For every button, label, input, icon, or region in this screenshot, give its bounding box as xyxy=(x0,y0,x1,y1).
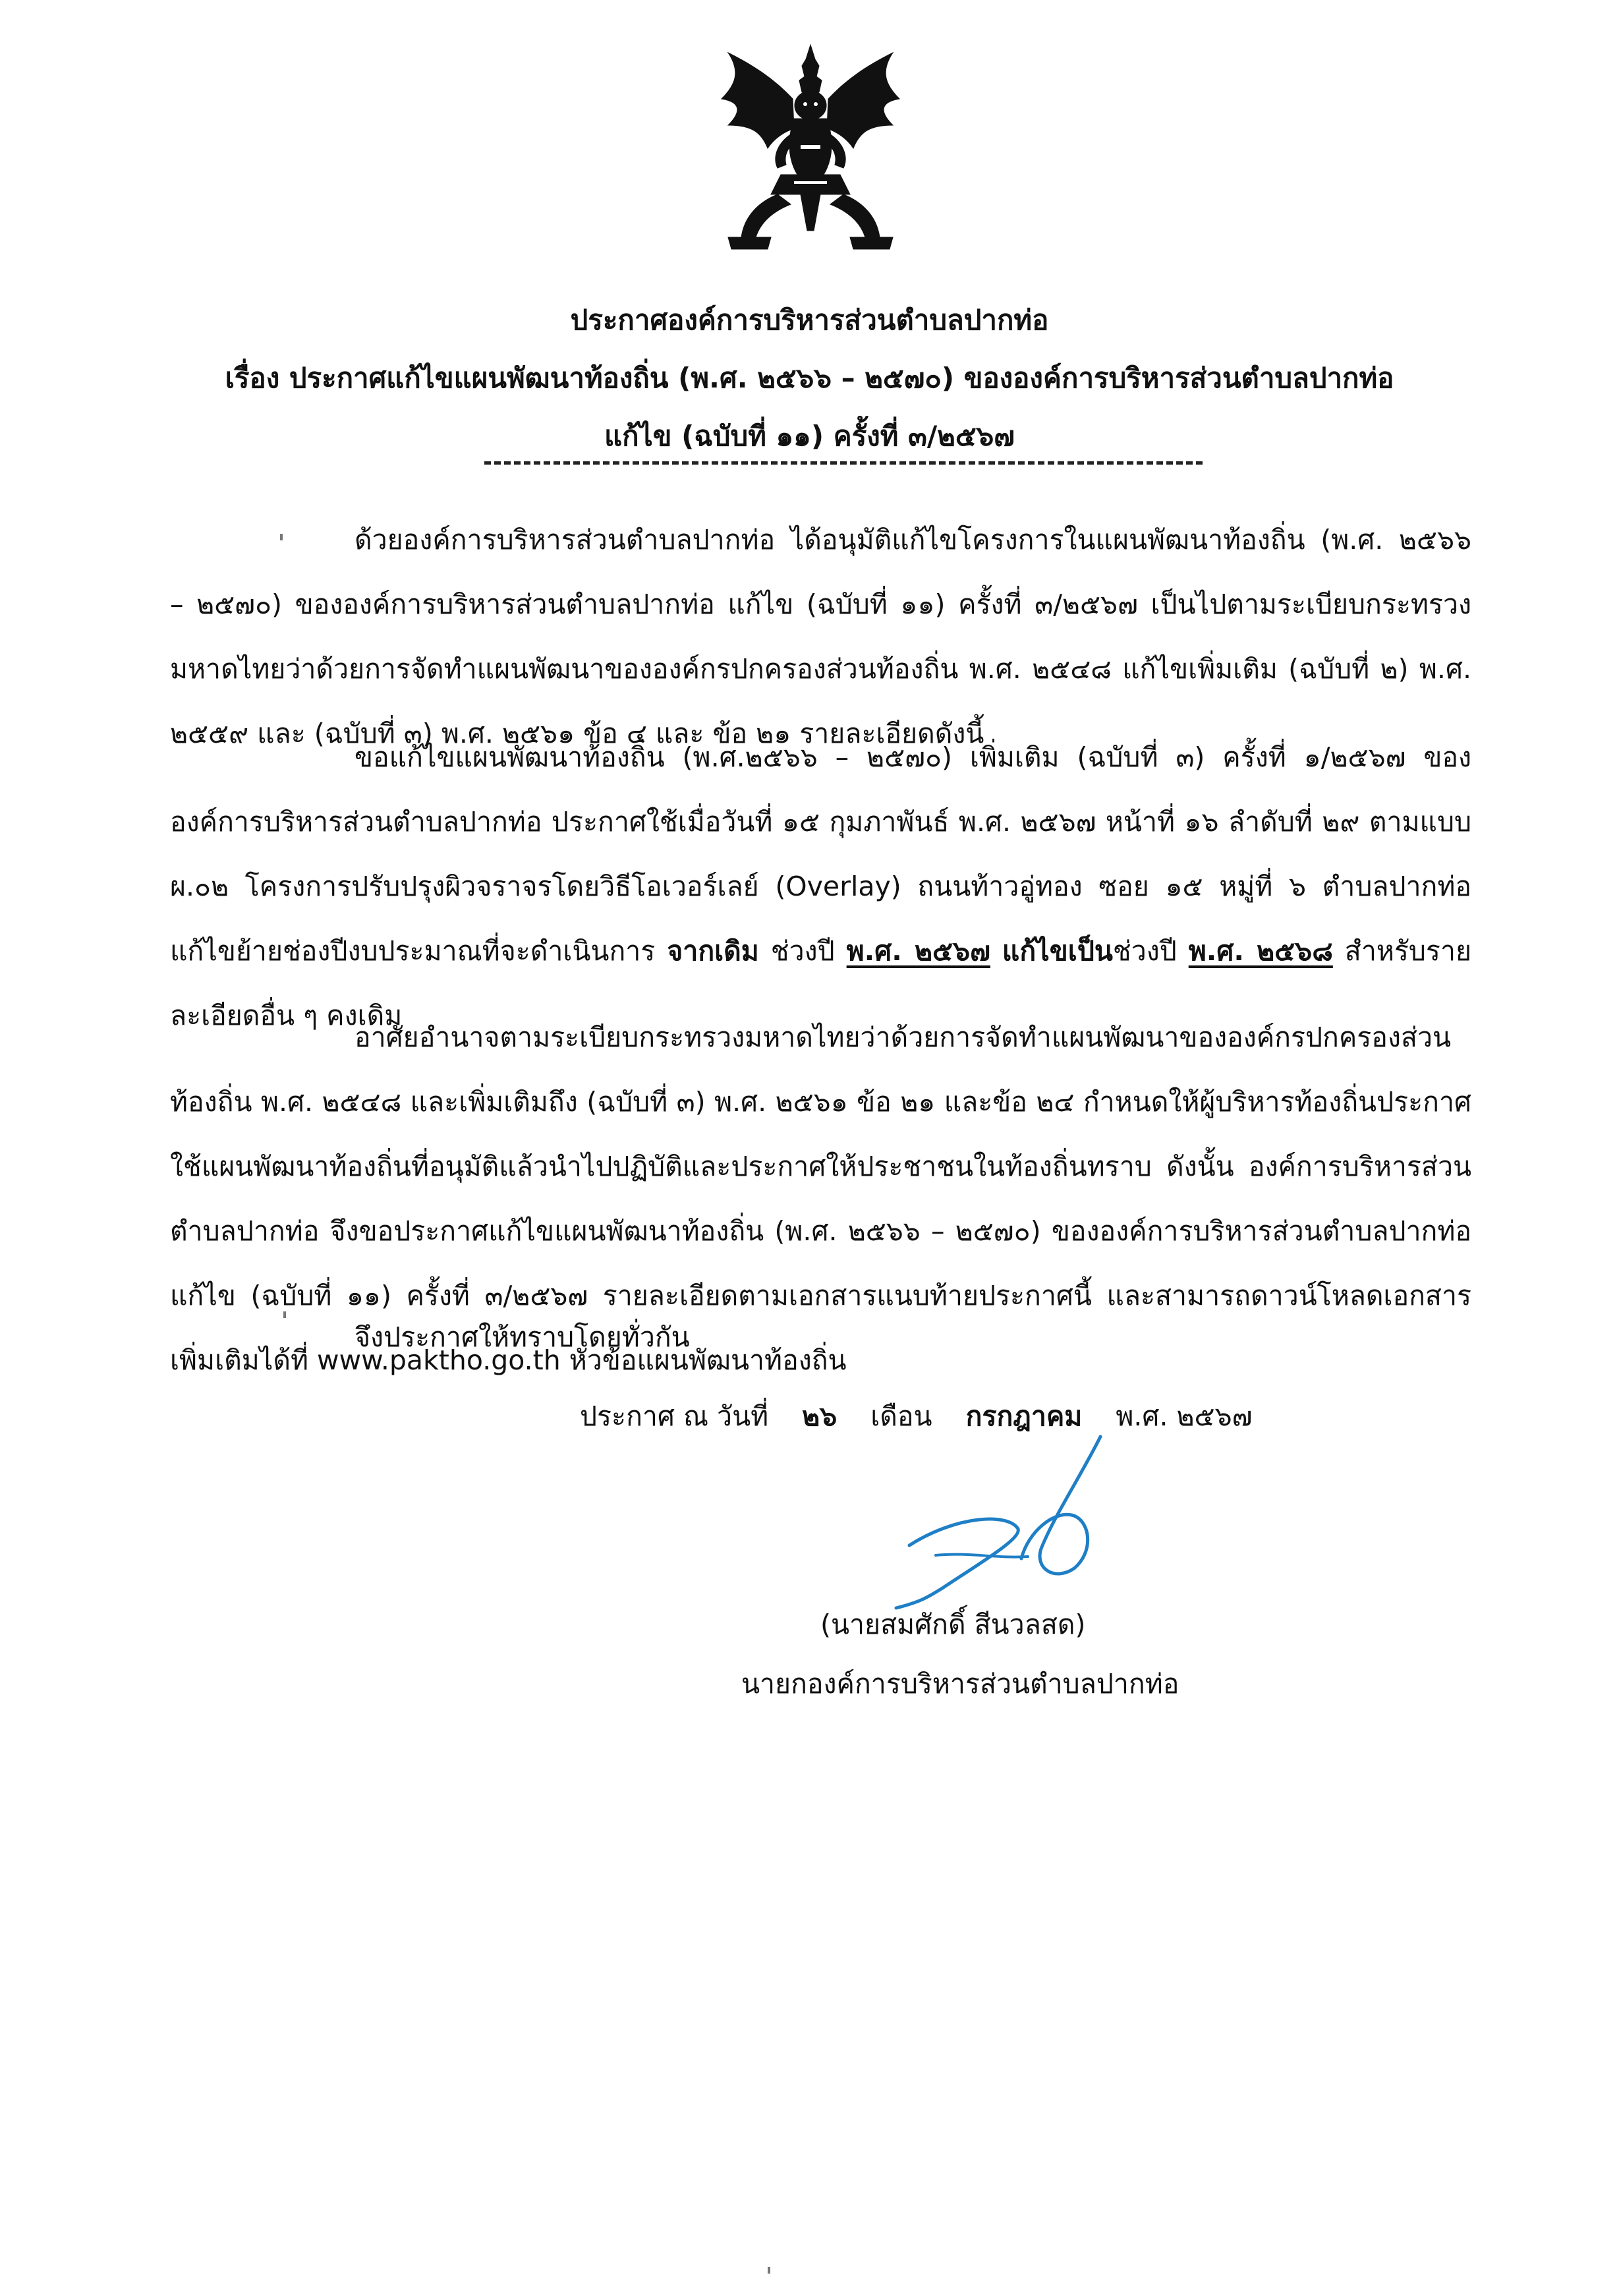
paragraph-2-text: ขอแก้ไขแผนพัฒนาท้องถิ่น (พ.ศ.๒๕๖๖ – ๒๕๗๐) เพิ่มเติม (ฉบับที่ ๓) ครั้งที่ ๑/๒๕๖๗ ขององค์การบริหารส่วนตำบลปากท่อ ประกาศใช้เมื่อวันที่ ๑๕ กุมภาพันธ์ พ.ศ. ๒๕๖๗ หน้าที่ ๑๖ ลำดับที่ ๒๙ ตามแบบ ผ.๐๒ โครงการปรับปรุงผิวจราจรโดยวิธีโอเวอร์เลย์ (Overlay) ถนนท้าวอู่ทอง ซอย ๑๕ หมู่ที่ ๖ ตำบลปากท่อ แก้ไขย้ายช่องปีงบประมาณที่จะดำเนินการ xyxy=(170,741,1471,967)
scan-speck xyxy=(280,534,283,540)
date-year: พ.ศ. ๒๕๖๗ xyxy=(1116,1400,1253,1432)
year-range-label: ช่วงปี xyxy=(770,935,835,967)
changed-to-label: แก้ไขเป็น xyxy=(1002,935,1113,967)
date-month-label: เดือน xyxy=(870,1400,932,1432)
original-year: พ.ศ. ๒๕๖๗ xyxy=(846,935,990,967)
date-day: ๒๖ xyxy=(802,1400,838,1432)
header-divider xyxy=(484,461,1203,465)
date-month: กรกฎาคม xyxy=(965,1400,1083,1432)
announcement-revision: แก้ไข (ฉบับที่ ๑๑) ครั้งที่ ๓/๒๕๖๗ xyxy=(604,420,1015,452)
signatory-name: (นายสมศักดิ์ สีนวลสด) xyxy=(820,1609,1086,1640)
year-range-label: ช่วงปี xyxy=(1112,935,1177,967)
scan-speck xyxy=(283,1311,286,1318)
paragraph-3-text: อาศัยอำนาจตามระเบียบกระทรวงมหาดไทยว่าด้วยการจัดทำแผนพัฒนาขององค์กรปกครองส่วนท้องถิ่น พ.ศ. ๒๕๔๘ และเพิ่มเติมถึง (ฉบับที่ ๓) พ.ศ. ๒๕๖๑ ข้อ ๒๑ และข้อ ๒๔ กำหนดให้ผู้บริหารท้องถิ่นประกาศใช้แผนพัฒนาท้องถิ่นที่อนุมัติแล้วนำไปปฏิบัติและประกาศให้ประชาชนในท้องถิ่นทราบ ดังนั้น องค์การบริหารส่วนตำบลปากท่อ จึงขอประกาศแก้ไขแผนพัฒนาท้องถิ่น (พ.ศ. ๒๕๖๖ – ๒๕๗๐) ขององค์การบริหารส่วนตำบลปากท่อ แก้ไข (ฉบับที่ ๑๑) ครั้งที่ ๓/๒๕๖๗ รายละเอียดตามเอกสารแนบท้ายประกาศนี้ และสามารถดาวน์โหลดเอกสารเพิ่มเติมได้ที่ www.paktho.go.th หัวข้อแผนพัฒนาท้องถิ่น xyxy=(170,1021,1471,1376)
paragraph-1-text: ด้วยองค์การบริหารส่วนตำบลปากท่อ ได้อนุมัติแก้ไขโครงการในแผนพัฒนาท้องถิ่น (พ.ศ. ๒๕๖๖ – ๒๕๗๐) ขององค์การบริหารส่วนตำบลปากท่อ แก้ไข (ฉบับที่ ๑๑) ครั้งที่ ๓/๒๕๖๗ เป็นไปตามระเบียบกระทรวงมหาดไทยว่าด้วยการจัดทำแผนพัฒนาขององค์กรปกครองส่วนท้องถิ่น พ.ศ. ๒๕๔๘ แก้ไขเพิ่มเติม (ฉบับที่ ๒) พ.ศ. ๒๕๕๙ และ (ฉบับที่ ๓) พ.ศ. ๒๕๖๑ ข้อ ๔ และ ข้อ ๒๑ รายละเอียดดังนี้ xyxy=(170,524,1471,749)
closing-statement: จึงประกาศให้ทราบโดยทั่วกัน xyxy=(355,1321,690,1353)
scan-speck xyxy=(768,2267,770,2274)
announcement-subject: เรื่อง ประกาศแก้ไขแผนพัฒนาท้องถิ่น (พ.ศ. ๒๕๖๖ – ๒๕๗๐) ขององค์การบริหารส่วนตำบลปากท่อ xyxy=(225,362,1394,394)
from-label: จากเดิม xyxy=(667,935,759,967)
garuda-emblem-icon xyxy=(715,40,906,257)
date-prefix: ประกาศ ณ วันที่ xyxy=(580,1400,769,1432)
remaining-details-text: สำหรับรายละเอียดอื่น ๆ คงเดิม xyxy=(170,935,1471,1031)
handwritten-signature xyxy=(857,1417,1173,1615)
signatory-title: นายกองค์การบริหารส่วนตำบลปากท่อ xyxy=(741,1668,1179,1700)
new-year: พ.ศ. ๒๕๖๘ xyxy=(1188,935,1333,967)
announcement-title: ประกาศองค์การบริหารส่วนตำบลปากท่อ xyxy=(570,304,1049,336)
paragraph-2 xyxy=(170,725,1471,1048)
